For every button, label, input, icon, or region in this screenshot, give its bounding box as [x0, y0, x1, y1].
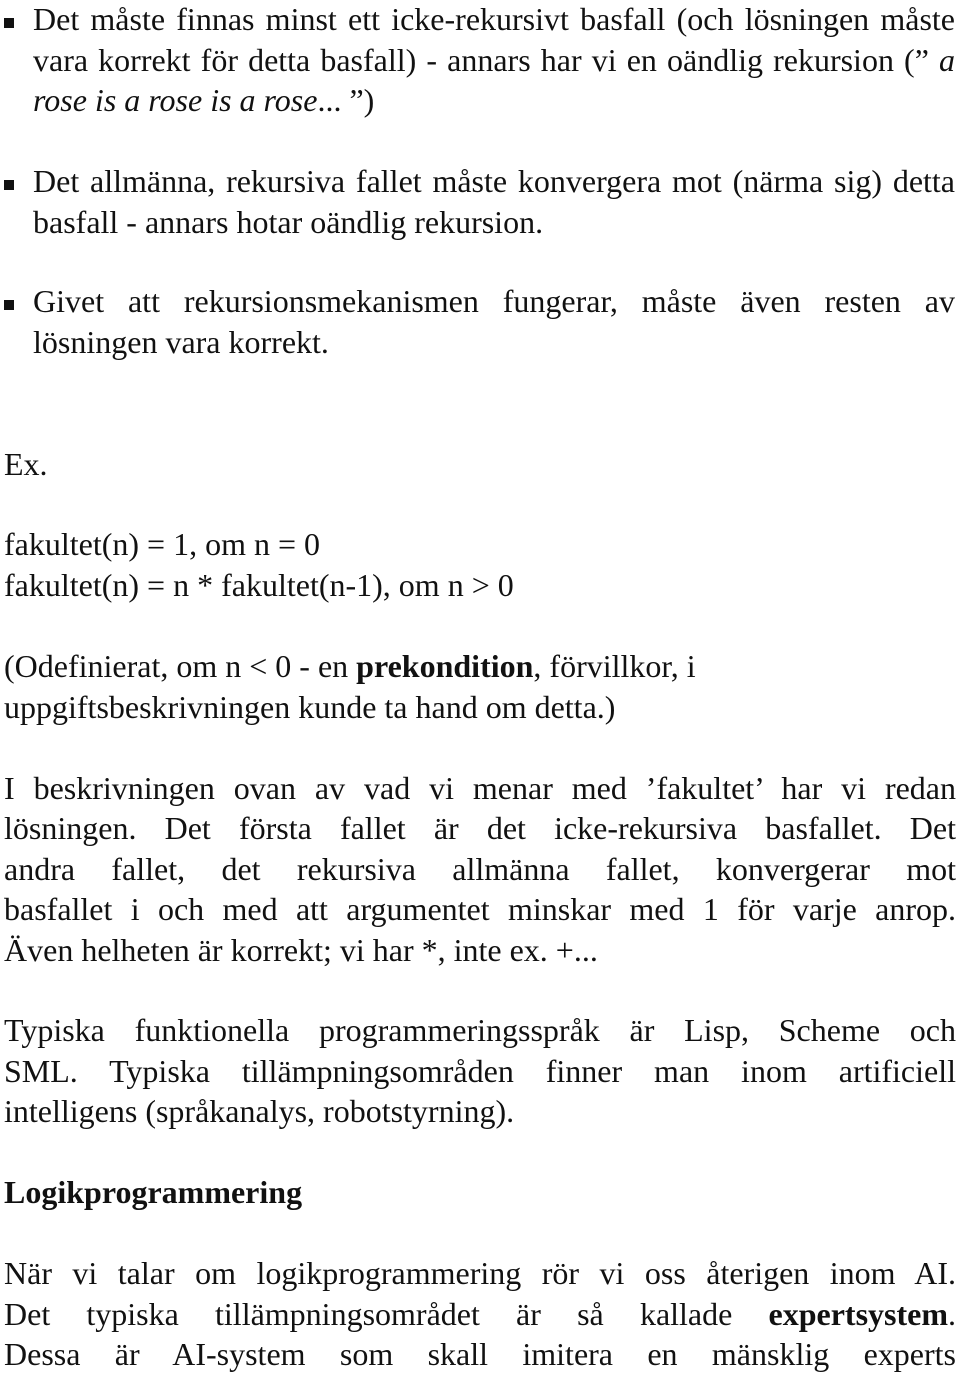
- explanation-line: Även helheten är korrekt; vi har *, inte ex. +...: [4, 932, 598, 968]
- languages-line: Typiska funktionella programmeringsspråk är Lisp, Scheme och: [4, 1012, 956, 1048]
- formula-line-recursive: fakultet(n) = n * fakultet(n-1), om n > 0: [4, 567, 514, 603]
- text-part: Det typiska tillämpningsområdet är så kallade: [4, 1296, 769, 1332]
- bullet-text: Det allmänna, rekursiva fallet måste konvergera mot (närma sig) detta basfall - annars hotar oändlig rekursion.: [33, 163, 955, 240]
- italic-phrase: a rose is a rose is a rose: [33, 41, 955, 119]
- bullet-text: Givet att rekursionsmekanismen fungerar, måste även resten av lösningen vara korrekt.: [33, 283, 955, 360]
- bullet-text-part: Det måste finnas minst ett icke-rekursivt basfall (och lösningen måste vara korrekt för detta basfall) - annars har vi en oändlig rekursion (”: [33, 1, 955, 78]
- languages-line: SML. Typiska tillämpningsområden finner man inom artificiell: [4, 1053, 956, 1089]
- explanation-line: lösningen. Det första fallet är det icke-rekursiva basfallet. Det: [4, 810, 956, 846]
- logic-line: Dessa är AI-system som skall imitera en mänsklig experts: [4, 1336, 956, 1372]
- text-part: , förvillkor, i: [533, 648, 696, 684]
- explanation-line: I beskrivningen ovan av vad vi menar med ’fakultet’ har vi redan: [4, 770, 956, 806]
- precondition-line: [4, 646, 956, 687]
- formula-line-base: fakultet(n) = 1, om n = 0: [4, 526, 321, 562]
- languages-line: intelligens (språkanalys, robotstyrning).: [4, 1093, 515, 1129]
- bold-term: expertsystem: [768, 1296, 948, 1332]
- logic-line: [4, 1294, 956, 1335]
- example-label: Ex.: [4, 446, 48, 482]
- bold-term: prekondition: [356, 648, 534, 684]
- bullet-square-icon: [4, 18, 14, 28]
- explanation-line: basfallet i och med att argumentet minskar med 1 för varje anrop.: [4, 891, 956, 927]
- bullet-square-icon: [4, 300, 14, 310]
- heading-text: Logikprogrammering: [4, 1174, 303, 1210]
- explanation-line: andra fallet, det rekursiva allmänna fallet, konvergerar mot: [4, 851, 956, 887]
- bullet-text: [33, 0, 955, 121]
- precondition-line: uppgiftsbeskrivningen kunde ta hand om detta.): [4, 689, 616, 725]
- bullet-text-part: ... ”): [317, 82, 375, 119]
- bullet-square-icon: [4, 180, 14, 190]
- section-heading: [4, 1172, 956, 1213]
- text-part: (Odefinierat, om n < 0 - en: [4, 648, 357, 684]
- logic-line: När vi talar om logikprogrammering rör vi oss återigen inom AI.: [4, 1255, 956, 1291]
- text-part: .: [948, 1296, 956, 1332]
